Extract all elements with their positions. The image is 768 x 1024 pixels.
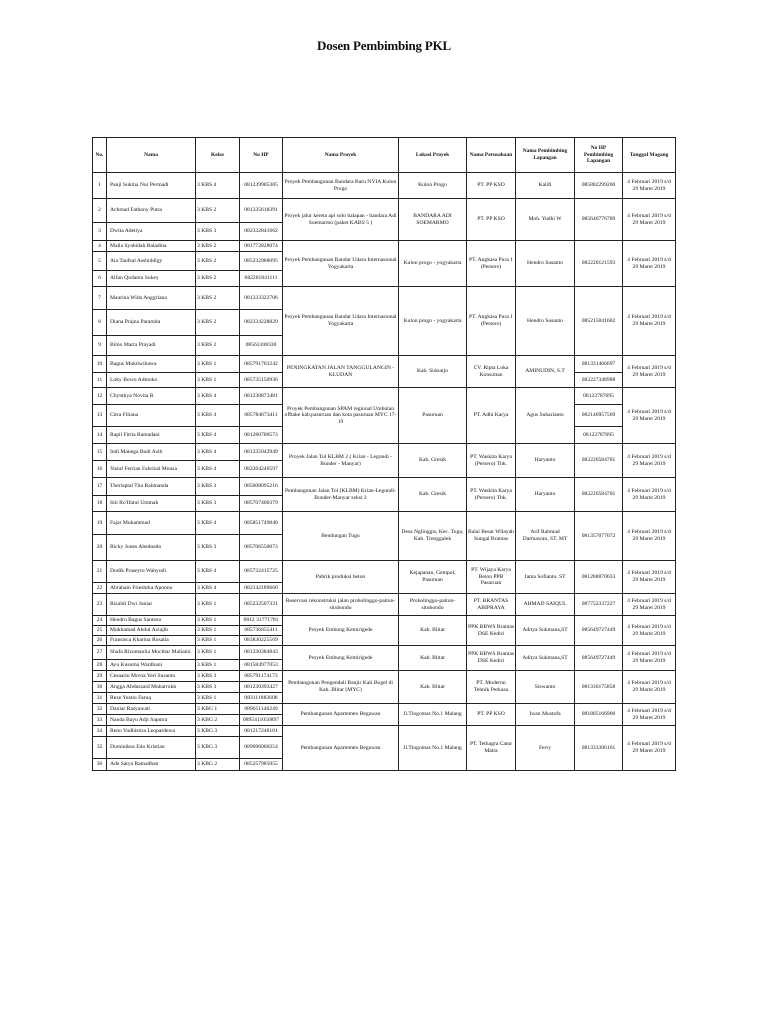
cell-hp: 085735150936 (240, 373, 283, 388)
cell-lokasi: Kab. Blitar (399, 616, 467, 646)
cell-no: 20 (93, 535, 107, 561)
cell-hp-pembimbing: 082227348988 (575, 373, 623, 388)
cell-pembimbing: Haryanto (516, 444, 575, 478)
cell-nama: Daniar Rasyawati (107, 704, 196, 715)
cell-hp: 085784673411 (240, 405, 283, 427)
cell-kelas: 3 KBS 3 (196, 682, 240, 693)
cell-lokasi: BANDARA ADI SOEMARMO (399, 199, 467, 241)
cell-hp: 082281841111 (240, 271, 283, 287)
cell-lokasi: Kab. Blitar (399, 671, 467, 704)
cell-kelas: 3 KBS 2 (196, 336, 240, 356)
cell-hp: 085257985055 (240, 759, 283, 771)
cell-kelas: 3 KBG 2 (196, 759, 240, 771)
cell-hp-pembimbing: 08123787695 (575, 427, 623, 444)
cell-no: 22 (93, 583, 107, 594)
cell-hp: 081230393427 (240, 682, 283, 693)
cell-no: 7 (93, 287, 107, 310)
cell-pembimbing: Aditya Sukmana,ST (516, 646, 575, 671)
cell-perusahaan: PT. BRANTAS ABIPRAYA (467, 594, 516, 616)
cell-proyek: Pembangunan Apartemen Begawan (283, 704, 399, 726)
header-row (93, 138, 676, 173)
cell-pembimbing: Agus Suharianto (516, 388, 575, 444)
cell-tanggal: 4 Februari 2019 s/d 29 Maret 2019 (623, 287, 676, 356)
cell-pembimbing: Arif Rahmad Darmawan, ST. MT (516, 512, 575, 561)
cell-tanggal: 4 Februari 2019 s/d 29 Maret 2019 (623, 726, 676, 771)
cell-proyek: Pembangunan Apartemen Begawan (283, 726, 399, 771)
cell-no: 33 (93, 715, 107, 726)
cell-tanggal: 4 Februari 2019 s/d 29 Maret 2019 (623, 199, 676, 241)
cell-nama: Fajar Muhammad (107, 512, 196, 535)
cell-hp-pembimbing: 081288870033 (575, 561, 623, 594)
cell-proyek: Proyek Pembangunan Bandara Baru NYIA Kulon Progo (283, 173, 399, 199)
cell-no: 2 (93, 199, 107, 223)
cell-nama: Fransisca Kharina Rosalia (107, 636, 196, 646)
cell-no: 12 (93, 388, 107, 405)
cell-perusahaan: PT. Angkasa Pura 1 (Persero) (467, 287, 516, 356)
cell-kelas: 3 KBG 2 (196, 715, 240, 726)
cell-perusahaan: PT. Tethagra Catur Matra (467, 726, 516, 771)
cell-no: 14 (93, 427, 107, 444)
cell-proyek: Pembangunan Jalan Tol (KLBM) Krian-Legundi-Bunder-Manyar seksi 2 (283, 478, 399, 512)
cell-nama: Ade Satya Ramadhan (107, 759, 196, 771)
cell-hp-pembimbing: 085215841602 (575, 287, 623, 356)
table-row (93, 287, 676, 310)
cell-hp: 081772828074 (240, 241, 283, 252)
cell-tanggal: 4 Februari 2019 s/d 29 Maret 2019 (623, 646, 676, 671)
cell-kelas: 3 KBS 3 (196, 223, 240, 241)
cell-hp: 085707400379 (240, 496, 283, 512)
page-title: Dosen Pembimbing PKL (317, 38, 451, 53)
cell-kelas: 3 KBS 1 (196, 636, 240, 646)
cell-pembimbing: Kalifi (516, 173, 575, 199)
table-row (93, 561, 676, 583)
cell-lokasi: Kulon Progo (399, 173, 467, 199)
cell-lokasi: Probolinggo-paiton-situbondo (399, 594, 467, 616)
cell-nama: Panji Sukma Nur Permadi (107, 173, 196, 199)
cell-hp: 085232507331 (240, 594, 283, 616)
header-nohp: No HP (240, 138, 283, 173)
table-row (93, 388, 676, 405)
cell-hp-pembimbing: 081805166900 (575, 704, 623, 726)
cell-kelas: 3 KBS 3 (196, 671, 240, 682)
cell-hp: 089696060254 (240, 737, 283, 759)
cell-nama: Ricky Jones Abednedo (107, 535, 196, 561)
cell-no: 10 (93, 356, 107, 373)
table-row (93, 726, 676, 737)
cell-hp-pembimbing: 081331466697 (575, 356, 623, 373)
cell-kelas: 3 KBS 3 (196, 496, 240, 512)
cell-no: 23 (93, 594, 107, 616)
cell-kelas: 3 KBS 1 (196, 356, 240, 373)
cell-kelas: 3 KBS 1 (196, 616, 240, 626)
cell-kelas: 3 KBS 3 (196, 478, 240, 496)
table-row (93, 478, 676, 496)
cell-kelas: 3 KBS 2 (196, 199, 240, 223)
header-hp-pembimbing: No HP Pembimbing Lapangan (575, 138, 623, 173)
cell-kelas: 3 KBS 4 (196, 461, 240, 478)
cell-tanggal: 4 Februari 2019 s/d 29 Maret 2019 (623, 616, 676, 646)
cell-no: 35 (93, 737, 107, 759)
cell-perusahaan: PPK BBWS Brantas DSE Kediri (467, 616, 516, 646)
cell-hp: 089651146249 (240, 704, 283, 715)
cell-no: 36 (93, 759, 107, 771)
cell-pembimbing: AHMAD SAIQUL (516, 594, 575, 616)
cell-no: 29 (93, 671, 107, 682)
cell-hp: 085732415725 (240, 561, 283, 583)
cell-proyek: Proyek Pembangunan Bandar Udara Internasional Yogyakarta (283, 287, 399, 356)
cell-no: 30 (93, 682, 107, 693)
header-tanggal: Tanggal Magang (623, 138, 676, 173)
cell-nama: Dwita Adetiya (107, 223, 196, 241)
cell-lokasi: Jl.Tlogomas No.1 Malang (399, 704, 467, 726)
cell-nama: Abraham Frieshrka Aponno (107, 583, 196, 594)
cell-tanggal: 4 Februari 2019 s/d 29 Maret 2019 (623, 173, 676, 199)
cell-nama: Rapil Fitria Ramadani (107, 427, 196, 444)
table-row (93, 671, 676, 682)
cell-hp-pembimbing: 085649727449 (575, 646, 623, 671)
cell-kelas: 3 KBS 4 (196, 512, 240, 535)
cell-pembimbing: Hendro Susanto (516, 287, 575, 356)
cell-perusahaan: PT. PP KSO (467, 173, 516, 199)
cell-lokasi: Kejapanan, Gempol, Pasuruan (399, 561, 467, 594)
cell-hp: 08563108330 (240, 336, 283, 356)
cell-hp: 085791174173 (240, 671, 283, 682)
cell-nama: Ayu Kusuma Wardhani (107, 660, 196, 671)
cell-proyek: PENINGKATAN JALAN TANGGULANGIN - KLUDAN (283, 356, 399, 388)
cell-nama: Rizaldi Dwi Juniar (107, 594, 196, 616)
cell-pembimbing: Moh. Yudhi W (516, 199, 575, 241)
cell-nama: Maila Syahidah Baladina (107, 241, 196, 252)
cell-no: 21 (93, 561, 107, 583)
cell-perusahaan: PT. Adhi Karya (467, 388, 516, 444)
cell-nama: Bimo Marta Prayadi (107, 336, 196, 356)
cell-kelas: 3 KBS 4 (196, 388, 240, 405)
cell-nama: Diana Prajna Paramita (107, 310, 196, 336)
cell-kelas: 3 KBS 4 (196, 583, 240, 594)
cell-hp-pembimbing: 082220121593 (575, 241, 623, 287)
cell-hp: 081335618391 (240, 199, 283, 223)
header-nama: Nama (107, 138, 196, 173)
cell-nama: Luky Bowo Admoko (107, 373, 196, 388)
cell-nama: Nanda Bayu Adji Saputra (107, 715, 196, 726)
cell-pembimbing: Ferry (516, 726, 575, 771)
cell-kelas: 3 KBG 3 (196, 737, 240, 759)
cell-kelas: 3 KBS 1 (196, 626, 240, 636)
cell-hp: 085736855411 (240, 626, 283, 636)
cell-hp: 082142189660 (240, 583, 283, 594)
cell-no: 28 (93, 660, 107, 671)
cell-no: 16 (93, 461, 107, 478)
cell-hp-pembimbing: 085640776789 (575, 199, 623, 241)
cell-hp: 081335042949 (240, 444, 283, 461)
cell-hp: 083830225569 (240, 636, 283, 646)
cell-lokasi: Kab. Gresik (399, 444, 467, 478)
cell-proyek: Proyek Pembangunan Bandar Udara Internasional Yogyakarta (283, 241, 399, 287)
cell-proyek: Proyek Embung Kemirigede (283, 646, 399, 671)
header-proyek: Nama Proyek (283, 138, 399, 173)
cell-kelas: 3 KBS 1 (196, 693, 240, 704)
cell-nama: Chynthya Novita R (107, 388, 196, 405)
cell-no: 3 (93, 223, 107, 241)
table-row (93, 173, 676, 199)
table-row (93, 704, 676, 715)
cell-hp: 085232988095 (240, 252, 283, 271)
cell-proyek: Pembangunan Pengendali Banjir Kali Bogel di Kab. Blitar (MYC) (283, 671, 399, 704)
cell-pembimbing: Iwan Mustofa (516, 704, 575, 726)
cell-nama: Angga Abdussaid Muharrokh (107, 682, 196, 693)
cell-pembimbing: Jama Sofianto. ST (516, 561, 575, 594)
cell-hp-pembimbing: 082226584701 (575, 478, 623, 512)
cell-tanggal: 4 Februari 2019 s/d 29 Maret 2019 (623, 388, 676, 444)
cell-kelas: 3 KBS 4 (196, 561, 240, 583)
cell-no: 27 (93, 646, 107, 660)
cell-kelas: 3 KBS 2 (196, 241, 240, 252)
cell-nama: Cesaario Movta Yeri Susanto (107, 671, 196, 682)
cell-nama: Theriaptal Tita Rahmanda (107, 478, 196, 496)
cell-lokasi: Kab. Sidoarjo (399, 356, 467, 388)
cell-hp: 081239905385 (240, 173, 283, 199)
cell-nama: Reno Yudhistira Leopardewa (107, 726, 196, 737)
cell-no: 25 (93, 626, 107, 636)
cell-no: 31 (93, 693, 107, 704)
cell-perusahaan: PPK BBWS Brantas DSE Kediri (467, 646, 516, 671)
cell-nama: Shafa Rizomaulia Mochtar Maliaini (107, 646, 196, 660)
cell-hp: 085706550073 (240, 535, 283, 561)
table-row (93, 444, 676, 461)
cell-hp-pembimbing: 08123787695 (575, 388, 623, 405)
cell-hp: 081217248101 (240, 726, 283, 737)
cell-hp-pembimbing: 082146957569 (575, 405, 623, 427)
cell-kelas: 3 KBS 2 (196, 287, 240, 310)
cell-no: 8 (93, 310, 107, 336)
cell-kelas: 3 KBS 4 (196, 173, 240, 199)
cell-kelas: 3 KBS 3 (196, 535, 240, 561)
cell-pembimbing: Siswanto (516, 671, 575, 704)
cell-tanggal: 4 Februari 2019 s/d 29 Maret 2019 (623, 444, 676, 478)
cell-no: 11 (93, 373, 107, 388)
cell-nama: Bagus Muktiwibawa (107, 356, 196, 373)
cell-pembimbing: Hendro Susanto (516, 241, 575, 287)
cell-no: 24 (93, 616, 107, 626)
cell-perusahaan: PT. PP KSO (467, 199, 516, 241)
cell-proyek: Bendungan Tugu (283, 512, 399, 561)
cell-nama: Achmad Fathony Putra (107, 199, 196, 223)
cell-hp: 083111882608 (240, 693, 283, 704)
cell-kelas: 3 KBS 2 (196, 310, 240, 336)
cell-perusahaan: PT. Angkasa Pura 1 (Persero) (467, 241, 516, 287)
cell-lokasi: Kab. Gresik (399, 478, 467, 512)
cell-no: 5 (93, 252, 107, 271)
cell-tanggal: 4 Februari 2019 s/d 29 Maret 2019 (623, 478, 676, 512)
table-row (93, 646, 676, 660)
cell-kelas: 3 KBS 2 (196, 252, 240, 271)
cell-lokasi: Jl.Tlogomas No.1 Malang (399, 726, 467, 771)
cell-hp-pembimbing: 087752337227 (575, 594, 623, 616)
cell-kelas: 3 KBS 1 (196, 594, 240, 616)
cell-perusahaan: PT. Wijaya Karya Beton PPB Pasuruan (467, 561, 516, 594)
cell-proyek: Proyek Embung Kemirigede (283, 616, 399, 646)
cell-hp: 081230873481 (240, 388, 283, 405)
header-kelas: Kelas (196, 138, 240, 173)
cell-tanggal: 4 Februari 2019 s/d 29 Maret 2019 (623, 671, 676, 704)
header-perusahaan: Nama Perusahaan (467, 138, 516, 173)
cell-hp: 081584977053 (240, 660, 283, 671)
cell-hp-pembimbing: 081333396161 (575, 726, 623, 771)
cell-hp: 082264240597 (240, 461, 283, 478)
cell-kelas: 3 KBS 1 (196, 660, 240, 671)
cell-kelas: 3 KBS 4 (196, 405, 240, 427)
cell-lokasi: Desa Nglinggis, Kec. Tugu, Kab. Trenggalek (399, 512, 467, 561)
cell-pembimbing: Aditya Sukmana,ST (516, 616, 575, 646)
cell-hp-pembimbing: 081336175858 (575, 671, 623, 704)
cell-nama: Indi Manega Budi Asih (107, 444, 196, 461)
table-row (93, 512, 676, 535)
cell-lokasi: Kulon progo - yogyakarta (399, 287, 467, 356)
cell-tanggal: 4 Februari 2019 s/d 29 Maret 2019 (623, 561, 676, 594)
cell-proyek: Proyek Jalan Tol KLBM 2 ( Krian - Legundi - Bunder - Manyar) (283, 444, 399, 478)
table-row (93, 594, 676, 616)
cell-nama: Aia Taufsal Asshiddigy (107, 252, 196, 271)
cell-hp-pembimbing: 085649727449 (575, 616, 623, 646)
cell-kelas: 3 KBS 1 (196, 646, 240, 660)
cell-tanggal: 4 Februari 2019 s/d 29 Maret 2019 (623, 594, 676, 616)
cell-no: 17 (93, 478, 107, 496)
cell-perusahaan: PT. Waskita Karya (Persero) Tbk. (467, 444, 516, 478)
cell-no: 1 (93, 173, 107, 199)
cell-nama: Citra Filiana (107, 405, 196, 427)
cell-kelas: 3 KBS 1 (196, 373, 240, 388)
cell-no: 19 (93, 512, 107, 535)
cell-tanggal: 4 Februari 2019 s/d 29 Maret 2019 (623, 512, 676, 561)
cell-no: 4 (93, 241, 107, 252)
cell-hp: 0895411056897 (240, 715, 283, 726)
cell-kelas: 3 KBS 4 (196, 427, 240, 444)
cell-no: 13 (93, 405, 107, 427)
cell-proyek: Proyek Pembangunan SPAM regional Umbulan offtake kab.pasuruan dan kota pasuruan MYC 17-19 (283, 388, 399, 444)
cell-perusahaan: PT. Modernn Tehnik Perkasa (467, 671, 516, 704)
cell-nama: Dominikus Edo Kristian (107, 737, 196, 759)
cell-nama: Alfan Qodamu Sukey (107, 271, 196, 287)
cell-proyek: Pabrik produksi beton (283, 561, 399, 594)
cell-nama: Hendru Bagus Santoso (107, 616, 196, 626)
cell-perusahaan: Balai Besar Wilayah Sungai Brantas (467, 512, 516, 561)
cell-hp: 081330384843 (240, 646, 283, 660)
cell-lokasi: Pasuruan (399, 388, 467, 444)
cell-perusahaan: CV. Ripta Loka Konsultan (467, 356, 516, 388)
cell-no: 6 (93, 271, 107, 287)
cell-nama: Dodik Praseyto Wahyudi (107, 561, 196, 583)
cell-kelas: 3 KBS 2 (196, 271, 240, 287)
cell-hp: 082332841662 (240, 223, 283, 241)
cell-tanggal: 4 Februari 2019 s/d 29 Maret 2019 (623, 241, 676, 287)
table-row (93, 356, 676, 373)
table-row (93, 616, 676, 626)
cell-pembimbing: AMINUDIN, S.T (516, 356, 575, 388)
cell-kelas: 3 KBG 3 (196, 726, 240, 737)
cell-lokasi: Kulon progo - yogyakarta (399, 241, 467, 287)
cell-lokasi: Kab. Blitar (399, 646, 467, 671)
header-lokasi: Lokasi Proyek (399, 138, 467, 173)
cell-perusahaan: PT. Waskita Karya (Persero) Tbk. (467, 478, 516, 512)
cell-nama: Yusuf Ferrian Fahrizal Mousa (107, 461, 196, 478)
cell-hp-pembimbing: 085882299200 (575, 173, 623, 199)
cell-no: 32 (93, 704, 107, 715)
cell-no: 9 (93, 336, 107, 356)
cell-no: 18 (93, 496, 107, 512)
cell-hp: 081333322706 (240, 287, 283, 310)
cell-hp: 082334228829 (240, 310, 283, 336)
cell-hp: 081280706573 (240, 427, 283, 444)
cell-pembimbing: Haryanto (516, 478, 575, 512)
table-row (93, 199, 676, 223)
cell-nama: Mukhamad Abdul Aziajib (107, 626, 196, 636)
cell-kelas: 3 KBS 4 (196, 444, 240, 461)
cell-nama: Maurina Wida Anggriana (107, 287, 196, 310)
cell-proyek: Proyek jalur kereta api solo balapan - bandara Adi Soemarmo (paket KABS 5 ) (283, 199, 399, 241)
supervisor-table (92, 137, 676, 771)
cell-kelas: 3 KBG 1 (196, 704, 240, 715)
cell-tanggal: 4 Februari 2019 s/d 29 Maret 2019 (623, 704, 676, 726)
cell-nama: Reze Yustio Faruq (107, 693, 196, 704)
cell-hp: 085608095216 (240, 478, 283, 496)
cell-hp: 0812 31771781 (240, 616, 283, 626)
table-row (93, 241, 676, 252)
cell-hp-pembimbing: 081357077072 (575, 512, 623, 561)
cell-no: 26 (93, 636, 107, 646)
cell-nama: Siti Ro'Ifatul Ummah (107, 496, 196, 512)
cell-hp: 085791763242 (240, 356, 283, 373)
cell-hp: 085851749840 (240, 512, 283, 535)
cell-perusahaan: PT. PP KSO (467, 704, 516, 726)
header-no: No. (93, 138, 107, 173)
cell-hp-pembimbing: 082226584701 (575, 444, 623, 478)
cell-no: 15 (93, 444, 107, 461)
header-pembimbing: Nama Pembimbing Lapangan (516, 138, 575, 173)
cell-tanggal: 4 Februari 2019 s/d 29 Maret 2019 (623, 356, 676, 388)
cell-no: 34 (93, 726, 107, 737)
cell-proyek: Reservasi rekonstruksi jalan probolinggo-paiton-situbondo (283, 594, 399, 616)
